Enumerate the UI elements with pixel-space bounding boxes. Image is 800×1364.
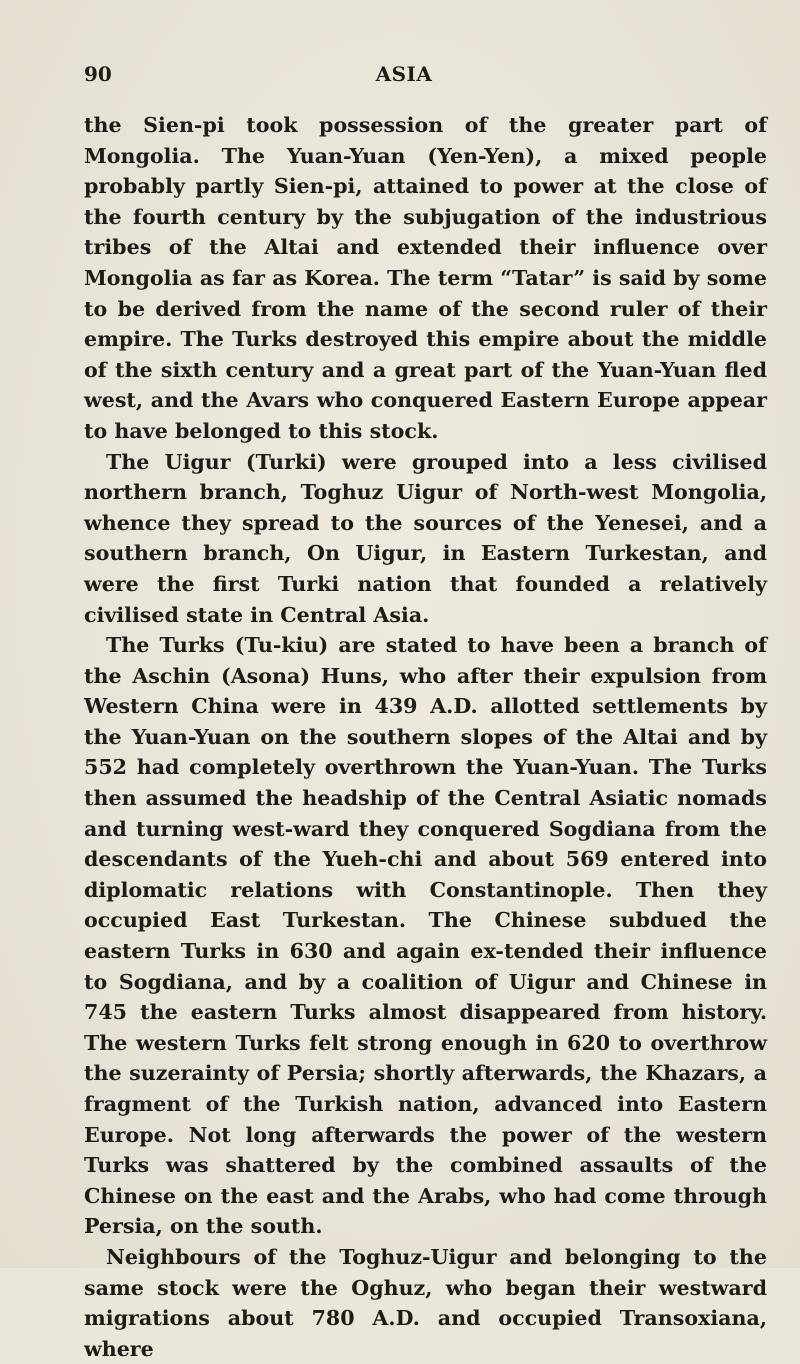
paragraph-4: Neighbours of the Toghuz-Uigur and belonging to the same stock were the Oghuz, who began their westward migrations about 780 A.D. and occupied Transoxiana, where [84,1244,767,1361]
paragraph-3: The Turks (Tu-kiu) are stated to have been a branch of the Aschin (Asona) Huns, who after their expulsion from Western China were in 439 A.D. allotted settlements by the Yuan-Yuan on the southern slopes of the Altai and by 552 had completely overthrown the Yuan-Yuan. The Turks then assumed the headship of the Central Asiatic nomads and turning west-ward they conquered Sogdiana from the descendants of the Yueh-chi and about 569 entered into diplomatic relations with Constantinople. Then they occupied East Turkestan. The Chinese subdued the eastern Turks in 630 and again ex-tended their influence to Sogdiana, and by a coalition of Uigur and Chinese in 745 the eastern Turks almost disappeared from history. The western Turks felt strong enough in 620 to overthrow the suzerainty of Persia; shortly afterwards, the Khazars, a fragment of the Turkish nation, advanced into Eastern Europe. Not long afterwards the power of the western Turks was shattered by the combined assaults of the Chinese on the east and the Arabs, who had come through Persia, on the south. [84,633,767,1239]
paragraph-2: The Uigur (Turki) were grouped into a less civilised northern branch, Toghuz Uigur of North-west Mongolia, whence they spread to the sources of the Yenesei, and a southern branch, On Uigur, in Eastern Turkestan, and were the first Turki nation that founded a relatively civilised state in Central Asia. [84,449,767,627]
running-head: ASIA [375,62,433,86]
body-text [84,110,767,1364]
page-header [84,62,724,92]
page-number: 90 [84,62,112,86]
paragraph-1: the Sien-pi took possession of the greater part of Mongolia. The Yuan-Yuan (Yen-Yen), a mixed people probably partly Sien-pi, attained to power at the close of the fourth century by the subjugation of the industrious tribes of the Altai and extended their influence over Mongolia as far as Korea. The term “Tatar” is said by some to be derived from the name of the second ruler of their empire. The Turks destroyed this empire about the middle of the sixth century and a great part of the Yuan-Yuan fled west, and the Avars who conquered Eastern Europe appear to have belonged to this stock. [84,113,767,443]
